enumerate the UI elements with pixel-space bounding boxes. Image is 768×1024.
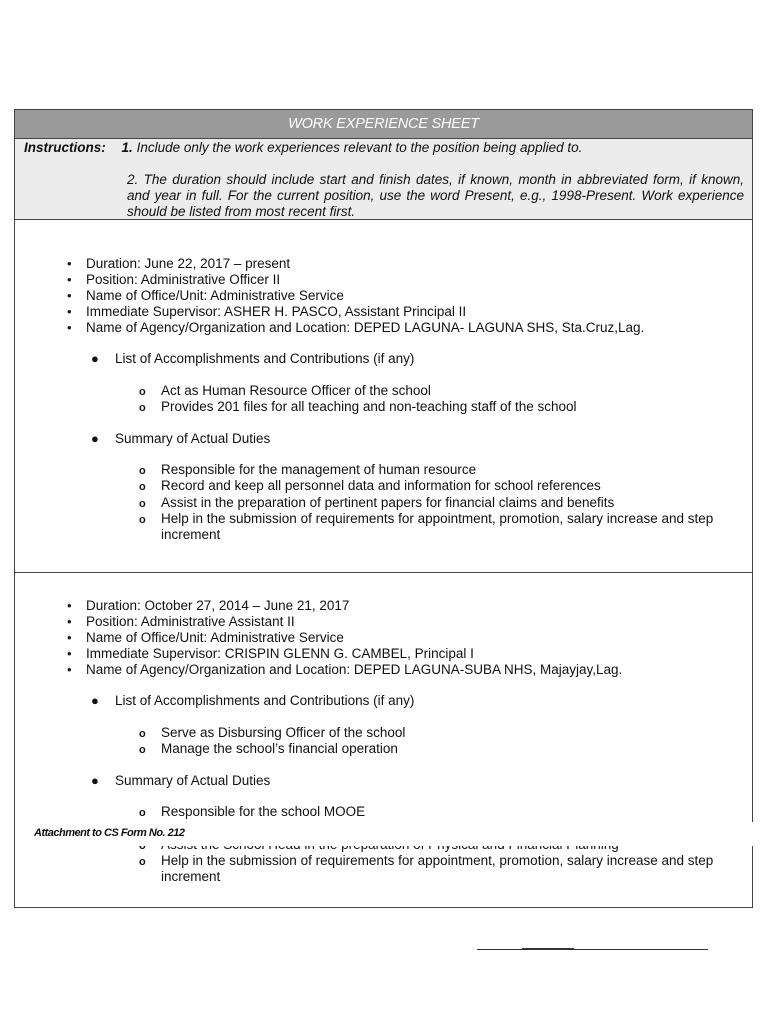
entry-office: • Name of Office/Unit: Administrative Service <box>67 288 644 304</box>
sheet-title: WORK EXPERIENCE SHEET <box>15 110 752 139</box>
list-item <box>139 462 739 478</box>
bullet-dot-icon: ● <box>91 351 99 366</box>
list-item <box>139 399 739 415</box>
circle-o-icon: o <box>139 402 146 415</box>
list-item <box>139 383 739 399</box>
list-item-text: Serve as Disbursing Officer of the school <box>161 725 406 740</box>
list-item <box>139 725 739 741</box>
signature-line-mark <box>522 948 574 950</box>
entry-duration: • Duration: October 27, 2014 – June 21, 2017 <box>67 598 622 614</box>
duties-label: Summary of Actual Duties <box>115 773 271 788</box>
accomplishments-heading <box>91 351 414 366</box>
entry-agency: • Name of Agency/Organization and Location: DEPED LAGUNA- LAGUNA SHS, Sta.Cruz,Lag. <box>67 320 644 336</box>
entry-position: • Position: Administrative Assistant II <box>67 614 622 630</box>
entry-position: • Position: Administrative Officer II <box>67 272 644 288</box>
duties-list <box>139 462 739 543</box>
circle-o-icon: o <box>139 728 146 740</box>
entry-office: • Name of Office/Unit: Administrative Service <box>67 630 622 646</box>
accomplishments-list <box>139 383 739 416</box>
bullet-dot-icon: ● <box>91 431 99 446</box>
circle-o-icon: o <box>139 744 146 757</box>
list-item <box>139 495 739 511</box>
list-item-text: Record and keep all personnel data and information for school references <box>161 478 601 494</box>
circle-o-icon: o <box>139 386 146 398</box>
list-item <box>139 741 739 757</box>
instruction-1-text: Include only the work experiences relevant to the position being applied to. <box>136 140 583 155</box>
duties-heading <box>91 431 270 446</box>
list-item-text: Provides 201 files for all teaching and non-teaching staff of the school <box>161 399 577 415</box>
entry-duration: • Duration: June 22, 2017 – present <box>67 256 644 272</box>
list-item-text: Manage the school’s financial operation <box>161 741 398 757</box>
circle-o-icon: o <box>139 807 146 819</box>
bullet-dot-icon: ● <box>91 693 99 708</box>
instruction-2-text: The duration should include start and finish dates, if known, month in abbreviated form, if known, and year in full. For the current position, use the word Present, e.g., 1998-Present. Work experience should be listed from most recent first. <box>127 172 744 219</box>
list-item-text: Act as Human Resource Officer of the school <box>161 383 431 398</box>
instructions-label: Instructions: <box>24 140 106 155</box>
entry-info-list <box>67 256 644 336</box>
list-item <box>139 478 739 494</box>
list-item <box>139 853 739 886</box>
instructions-block <box>15 139 752 220</box>
accomplishments-list <box>139 725 739 758</box>
instruction-1-number: 1. <box>121 140 133 155</box>
list-item-text: Assist in the preparation of pertinent papers for financial claims and benefits <box>161 494 615 510</box>
work-experience-sheet <box>14 109 753 908</box>
instruction-2-number: 2. <box>127 172 139 187</box>
attachment-label: Attachment to CS Form No. 212 <box>34 827 185 839</box>
circle-o-icon: o <box>139 481 146 494</box>
accomplishments-heading <box>91 693 414 708</box>
entry-supervisor: • Immediate Supervisor: ASHER H. PASCO, Assistant Principal II <box>67 304 644 320</box>
list-item-text: Responsible for the school MOOE <box>161 804 366 819</box>
list-item <box>139 511 739 544</box>
work-entry-1 <box>15 220 752 573</box>
entry-info-list <box>67 598 622 678</box>
duties-label: Summary of Actual Duties <box>115 431 271 446</box>
list-item-text: Help in the submission of requirements for appointment, promotion, salary increase and step increment <box>161 852 714 885</box>
circle-o-icon: o <box>139 465 146 477</box>
entry-supervisor: • Immediate Supervisor: CRISPIN GLENN G. CAMBEL, Principal I <box>67 646 622 662</box>
accomplishments-label: List of Accomplishments and Contributions (if any) <box>115 351 415 366</box>
circle-o-icon: o <box>139 855 146 868</box>
duties-heading <box>91 773 270 788</box>
list-item-text: Responsible for the management of human resource <box>161 462 477 477</box>
entry-agency: • Name of Agency/Organization and Location: DEPED LAGUNA-SUBA NHS, Majayjay,Lag. <box>67 662 622 678</box>
circle-o-icon: o <box>139 513 146 526</box>
instruction-2 <box>127 172 744 220</box>
signature-line <box>477 949 708 950</box>
instruction-1 <box>24 140 582 156</box>
bullet-dot-icon: ● <box>91 773 99 788</box>
list-item <box>139 804 739 820</box>
accomplishments-label: List of Accomplishments and Contributions (if any) <box>115 693 415 708</box>
list-item-text: Help in the submission of requirements for appointment, promotion, salary increase and step increment <box>161 510 714 543</box>
work-entry-2 <box>15 574 752 907</box>
circle-o-icon: o <box>139 497 146 510</box>
